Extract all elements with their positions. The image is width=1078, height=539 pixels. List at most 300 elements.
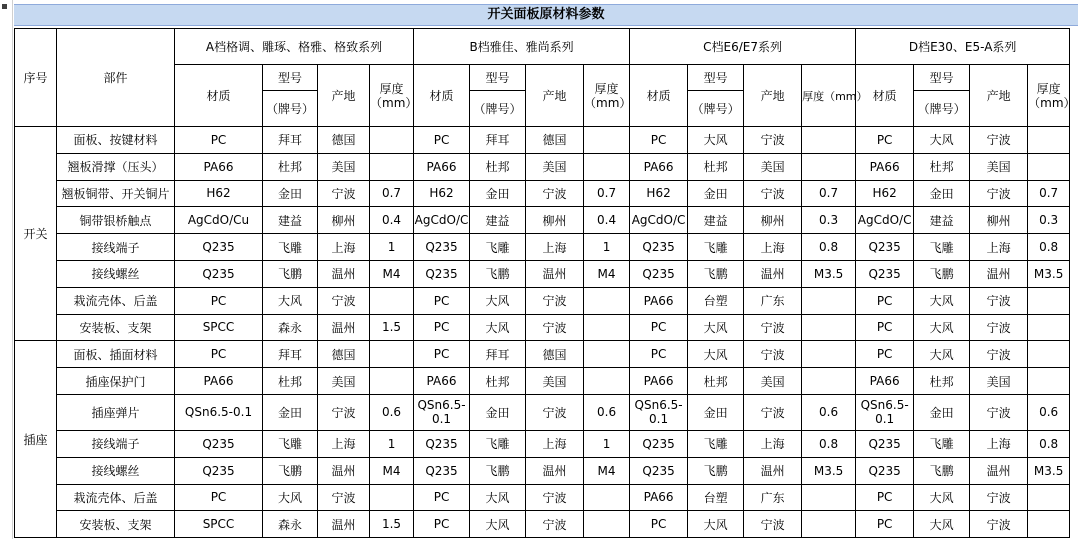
data-cell[interactable]: 德国 — [526, 127, 584, 154]
data-cell[interactable]: Q235 — [630, 260, 688, 287]
data-cell[interactable]: 森永 — [263, 314, 318, 341]
data-cell[interactable]: Q235 — [856, 234, 914, 261]
data-cell[interactable]: 飞鹏 — [914, 260, 970, 287]
data-cell[interactable]: 上海 — [318, 234, 370, 261]
data-cell[interactable]: PC — [856, 484, 914, 511]
data-cell[interactable]: 飞鹏 — [470, 260, 526, 287]
origin-header[interactable]: 产地 — [744, 65, 802, 127]
data-cell[interactable]: 0.3 — [1028, 207, 1070, 234]
part-cell[interactable]: 安装板、支架 — [57, 511, 175, 538]
data-cell[interactable]: 飞鹏 — [914, 457, 970, 484]
data-cell[interactable]: Q235 — [175, 430, 263, 457]
data-cell[interactable] — [802, 314, 856, 341]
data-cell[interactable]: 大风 — [470, 511, 526, 538]
data-cell[interactable]: 美国 — [318, 153, 370, 180]
data-cell[interactable]: 1 — [370, 234, 414, 261]
data-cell[interactable]: 温州 — [318, 457, 370, 484]
data-cell[interactable]: 飞鹏 — [263, 457, 318, 484]
thickness-header[interactable]: 厚度（mm） — [1028, 65, 1070, 127]
part-cell[interactable]: 翘板铜带、开关铜片 — [57, 180, 175, 207]
origin-header[interactable]: 产地 — [526, 65, 584, 127]
data-cell[interactable]: 台塑 — [688, 484, 744, 511]
data-cell[interactable]: 美国 — [744, 153, 802, 180]
data-cell[interactable]: 1 — [584, 430, 630, 457]
data-cell[interactable]: 拜耳 — [470, 127, 526, 154]
data-cell[interactable]: 0.6 — [370, 394, 414, 430]
data-cell[interactable]: 飞鹏 — [263, 260, 318, 287]
table-row — [15, 511, 1070, 538]
origin-header[interactable]: 产地 — [970, 65, 1028, 127]
data-cell[interactable]: Q235 — [414, 234, 470, 261]
group-c-header[interactable]: C档E6/E7系列 — [630, 29, 856, 65]
data-cell[interactable]: QSn6.5-0.1 — [175, 394, 263, 430]
data-cell[interactable]: 1.5 — [370, 314, 414, 341]
data-cell[interactable]: 0.3 — [802, 207, 856, 234]
data-cell[interactable]: PC — [175, 341, 263, 368]
part-cell[interactable]: 栽流壳体、后盖 — [57, 287, 175, 314]
data-cell[interactable]: Q235 — [630, 430, 688, 457]
origin-header[interactable]: 产地 — [318, 65, 370, 127]
part-cell[interactable]: 安装板、支架 — [57, 314, 175, 341]
data-cell[interactable]: 0.8 — [802, 430, 856, 457]
material-header[interactable]: 材质 — [856, 65, 914, 127]
data-cell[interactable]: PA66 — [856, 153, 914, 180]
data-cell[interactable]: 上海 — [526, 234, 584, 261]
data-cell[interactable] — [1028, 484, 1070, 511]
data-cell[interactable]: 0.6 — [802, 394, 856, 430]
data-cell[interactable]: 宁波 — [744, 314, 802, 341]
data-cell[interactable]: 金田 — [470, 394, 526, 430]
data-cell[interactable] — [370, 341, 414, 368]
part-cell[interactable]: 接线螺丝 — [57, 260, 175, 287]
data-cell[interactable]: QSn6.5-0.1 — [414, 394, 470, 430]
data-cell[interactable]: 建益 — [688, 207, 744, 234]
data-cell[interactable]: 大风 — [470, 287, 526, 314]
data-cell[interactable]: 宁波 — [526, 394, 584, 430]
data-cell[interactable]: 大风 — [263, 287, 318, 314]
data-cell[interactable]: Q235 — [630, 234, 688, 261]
data-cell[interactable]: PC — [630, 341, 688, 368]
data-cell[interactable]: PC — [414, 287, 470, 314]
data-cell[interactable]: 建益 — [263, 207, 318, 234]
data-cell[interactable]: M4 — [370, 260, 414, 287]
data-cell[interactable] — [802, 127, 856, 154]
data-cell[interactable]: 0.6 — [584, 394, 630, 430]
data-cell[interactable] — [1028, 153, 1070, 180]
data-cell[interactable] — [802, 484, 856, 511]
data-cell[interactable]: 飞雕 — [470, 430, 526, 457]
data-cell[interactable]: 温州 — [318, 511, 370, 538]
data-cell[interactable]: 金田 — [688, 394, 744, 430]
data-cell[interactable]: PC — [414, 127, 470, 154]
data-cell[interactable]: 建益 — [470, 207, 526, 234]
data-cell[interactable] — [370, 127, 414, 154]
data-cell[interactable]: PC — [630, 314, 688, 341]
data-cell[interactable]: 广东 — [744, 287, 802, 314]
data-cell[interactable]: 大风 — [914, 287, 970, 314]
data-cell[interactable]: PC — [856, 511, 914, 538]
part-cell[interactable]: 栽流壳体、后盖 — [57, 484, 175, 511]
data-cell[interactable]: 柳州 — [970, 207, 1028, 234]
data-cell[interactable]: H62 — [175, 180, 263, 207]
seq-header[interactable]: 序号 — [15, 29, 57, 127]
data-cell[interactable]: PC — [414, 484, 470, 511]
data-cell[interactable]: 大风 — [914, 341, 970, 368]
sheet-title[interactable]: 开关面板原材料参数 — [14, 4, 1078, 26]
part-cell[interactable]: 铜带银桥触点 — [57, 207, 175, 234]
data-cell[interactable]: 大风 — [914, 484, 970, 511]
data-cell[interactable]: 温州 — [970, 260, 1028, 287]
data-cell[interactable]: H62 — [414, 180, 470, 207]
thickness-header[interactable]: 厚度（mm） — [584, 65, 630, 127]
data-cell[interactable]: AgCdO/C — [630, 207, 688, 234]
data-cell[interactable]: 1 — [370, 430, 414, 457]
data-cell[interactable]: PC — [856, 127, 914, 154]
data-cell[interactable]: 宁波 — [970, 511, 1028, 538]
table-row — [15, 484, 1070, 511]
data-cell[interactable]: Q235 — [856, 260, 914, 287]
data-cell[interactable]: 飞鹏 — [470, 457, 526, 484]
data-cell[interactable]: 美国 — [970, 153, 1028, 180]
data-cell[interactable]: 宁波 — [970, 314, 1028, 341]
table-row — [15, 180, 1070, 207]
data-cell[interactable]: 大风 — [688, 511, 744, 538]
data-cell[interactable]: 1 — [584, 234, 630, 261]
table-row — [15, 287, 1070, 314]
data-cell[interactable]: 金田 — [263, 394, 318, 430]
data-cell[interactable] — [584, 484, 630, 511]
group-b-header[interactable]: B档雅佳、雅尚系列 — [414, 29, 630, 65]
data-cell[interactable] — [1028, 368, 1070, 395]
data-cell[interactable]: 飞鹏 — [688, 260, 744, 287]
data-cell[interactable]: 杜邦 — [688, 368, 744, 395]
model-header-top[interactable]: 型号 — [470, 65, 526, 91]
data-cell[interactable]: 美国 — [970, 368, 1028, 395]
data-cell[interactable]: 宁波 — [318, 394, 370, 430]
data-cell[interactable]: 宁波 — [526, 484, 584, 511]
data-cell[interactable] — [1028, 127, 1070, 154]
data-cell[interactable]: 0.8 — [1028, 234, 1070, 261]
data-cell[interactable]: 建益 — [914, 207, 970, 234]
data-cell[interactable]: PC — [630, 511, 688, 538]
data-cell[interactable]: Q235 — [414, 457, 470, 484]
data-cell[interactable]: 0.6 — [1028, 394, 1070, 430]
data-cell[interactable]: 宁波 — [318, 484, 370, 511]
data-cell[interactable]: Q235 — [175, 457, 263, 484]
data-cell[interactable]: 宁波 — [744, 511, 802, 538]
material-header[interactable]: 材质 — [175, 65, 263, 127]
model-header-top[interactable]: 型号 — [688, 65, 744, 91]
data-cell[interactable] — [584, 287, 630, 314]
data-cell[interactable]: PA66 — [630, 153, 688, 180]
part-cell[interactable]: 面板、插面材料 — [57, 341, 175, 368]
data-cell[interactable] — [370, 484, 414, 511]
data-cell[interactable]: 德国 — [526, 341, 584, 368]
part-cell[interactable]: 接线螺丝 — [57, 457, 175, 484]
data-cell[interactable]: 大风 — [914, 127, 970, 154]
data-cell[interactable]: 宁波 — [970, 341, 1028, 368]
data-cell[interactable] — [370, 368, 414, 395]
data-cell[interactable]: 上海 — [526, 430, 584, 457]
data-cell[interactable]: 1.5 — [370, 511, 414, 538]
data-cell[interactable]: 柳州 — [318, 207, 370, 234]
data-cell[interactable]: 宁波 — [970, 287, 1028, 314]
material-header[interactable]: 材质 — [414, 65, 470, 127]
data-cell[interactable] — [584, 314, 630, 341]
data-cell[interactable]: 大风 — [688, 341, 744, 368]
data-cell[interactable]: 大风 — [914, 511, 970, 538]
data-cell[interactable]: 美国 — [526, 368, 584, 395]
data-cell[interactable] — [802, 341, 856, 368]
data-cell[interactable]: 杜邦 — [470, 368, 526, 395]
data-cell[interactable]: M4 — [584, 260, 630, 287]
data-cell[interactable]: H62 — [630, 180, 688, 207]
data-cell[interactable] — [1028, 511, 1070, 538]
part-cell[interactable]: 接线端子 — [57, 234, 175, 261]
data-cell[interactable]: 温州 — [526, 260, 584, 287]
data-cell[interactable] — [370, 153, 414, 180]
data-cell[interactable]: 宁波 — [526, 287, 584, 314]
data-cell[interactable]: PC — [630, 127, 688, 154]
data-cell[interactable]: M3.5 — [802, 457, 856, 484]
data-cell[interactable]: SPCC — [175, 314, 263, 341]
model-header-top[interactable]: 型号 — [914, 65, 970, 91]
data-cell[interactable]: PC — [175, 287, 263, 314]
data-cell[interactable]: 台塑 — [688, 287, 744, 314]
data-cell[interactable]: 飞雕 — [688, 430, 744, 457]
data-cell[interactable]: Q235 — [414, 260, 470, 287]
data-cell[interactable]: M3.5 — [802, 260, 856, 287]
data-cell[interactable]: QSn6.5-0.1 — [856, 394, 914, 430]
table-row — [15, 341, 1070, 368]
data-cell[interactable]: PA66 — [414, 368, 470, 395]
data-cell[interactable]: 杜邦 — [263, 368, 318, 395]
data-cell[interactable]: 宁波 — [970, 127, 1028, 154]
data-cell[interactable]: PC — [414, 314, 470, 341]
data-cell[interactable]: PC — [175, 484, 263, 511]
data-cell[interactable]: 飞雕 — [688, 234, 744, 261]
data-cell[interactable]: 飞雕 — [263, 430, 318, 457]
data-cell[interactable]: 0.4 — [370, 207, 414, 234]
part-header[interactable]: 部件 — [57, 29, 175, 127]
data-cell[interactable]: M4 — [584, 457, 630, 484]
data-cell[interactable]: 温州 — [318, 260, 370, 287]
table-row — [15, 314, 1070, 341]
thickness-header[interactable]: 厚度（mm） — [802, 65, 856, 127]
data-cell[interactable]: 金田 — [470, 180, 526, 207]
data-cell[interactable]: 拜耳 — [263, 341, 318, 368]
group-d-header[interactable]: D档E30、E5-A系列 — [856, 29, 1070, 65]
data-cell[interactable]: 大风 — [470, 484, 526, 511]
part-cell[interactable]: 翘板滑撑（压头） — [57, 153, 175, 180]
data-cell[interactable]: 宁波 — [744, 127, 802, 154]
data-cell[interactable]: 金田 — [688, 180, 744, 207]
thickness-header[interactable]: 厚度（mm） — [370, 65, 414, 127]
data-cell[interactable]: M4 — [370, 457, 414, 484]
data-cell[interactable]: 大风 — [263, 484, 318, 511]
data-cell[interactable]: 柳州 — [744, 207, 802, 234]
data-cell[interactable]: AgCdO/Cu — [175, 207, 263, 234]
data-cell[interactable]: 宁波 — [970, 180, 1028, 207]
data-cell[interactable]: PC — [856, 287, 914, 314]
data-cell[interactable]: SPCC — [175, 511, 263, 538]
part-cell[interactable]: 接线端子 — [57, 430, 175, 457]
data-cell[interactable]: 宁波 — [744, 341, 802, 368]
data-cell[interactable]: 宁波 — [526, 511, 584, 538]
data-cell[interactable]: 宁波 — [744, 394, 802, 430]
data-cell[interactable]: AgCdO/C — [856, 207, 914, 234]
data-cell[interactable]: PC — [856, 341, 914, 368]
data-cell[interactable]: H62 — [856, 180, 914, 207]
section-label[interactable]: 开关 — [15, 127, 57, 341]
data-cell[interactable]: 温州 — [744, 457, 802, 484]
data-cell[interactable] — [1028, 341, 1070, 368]
data-cell[interactable]: 上海 — [970, 234, 1028, 261]
table-row — [15, 207, 1070, 234]
data-cell[interactable]: 大风 — [914, 314, 970, 341]
data-cell[interactable]: 0.7 — [370, 180, 414, 207]
model-header-bottom[interactable]: （牌号） — [263, 91, 318, 127]
data-cell[interactable]: 德国 — [318, 341, 370, 368]
data-cell[interactable]: 美国 — [318, 368, 370, 395]
data-cell[interactable]: 金田 — [914, 394, 970, 430]
data-cell[interactable]: 大风 — [688, 127, 744, 154]
row-header-strip — [0, 0, 13, 539]
model-header-bottom[interactable]: （牌号） — [688, 91, 744, 127]
data-cell[interactable]: Q235 — [856, 430, 914, 457]
model-header-bottom[interactable]: （牌号） — [470, 91, 526, 127]
data-cell[interactable] — [802, 287, 856, 314]
section-label[interactable]: 插座 — [15, 341, 57, 538]
data-cell[interactable]: 飞雕 — [470, 234, 526, 261]
data-cell[interactable]: PA66 — [414, 153, 470, 180]
data-cell[interactable]: 美国 — [744, 368, 802, 395]
data-cell[interactable]: 宁波 — [318, 180, 370, 207]
data-cell[interactable]: 杜邦 — [914, 153, 970, 180]
data-cell[interactable] — [802, 153, 856, 180]
data-cell[interactable] — [1028, 287, 1070, 314]
data-cell[interactable]: 杜邦 — [470, 153, 526, 180]
material-header[interactable]: 材质 — [630, 65, 688, 127]
data-cell[interactable]: 飞鹏 — [688, 457, 744, 484]
group-a-header[interactable]: A档格调、雕琢、格雅、格致系列 — [175, 29, 414, 65]
data-cell[interactable] — [584, 341, 630, 368]
data-cell[interactable]: 德国 — [318, 127, 370, 154]
data-cell[interactable]: 拜耳 — [470, 341, 526, 368]
data-cell[interactable]: 大风 — [688, 314, 744, 341]
data-cell[interactable]: 温州 — [970, 457, 1028, 484]
data-cell[interactable]: 杜邦 — [263, 153, 318, 180]
table-row — [15, 457, 1070, 484]
data-cell[interactable]: Q235 — [414, 430, 470, 457]
data-cell[interactable]: 宁波 — [970, 394, 1028, 430]
data-cell[interactable]: 0.8 — [1028, 430, 1070, 457]
data-cell[interactable]: PA66 — [630, 484, 688, 511]
data-cell[interactable] — [370, 287, 414, 314]
data-cell[interactable]: 拜耳 — [263, 127, 318, 154]
data-cell[interactable]: 0.7 — [584, 180, 630, 207]
data-cell[interactable] — [584, 127, 630, 154]
data-cell[interactable]: 温州 — [744, 260, 802, 287]
data-cell[interactable] — [584, 368, 630, 395]
data-cell[interactable]: 上海 — [744, 430, 802, 457]
data-cell[interactable]: 上海 — [318, 430, 370, 457]
table-row — [15, 368, 1070, 395]
data-cell[interactable]: 金田 — [914, 180, 970, 207]
data-cell[interactable]: PA66 — [630, 368, 688, 395]
table-row — [15, 260, 1070, 287]
data-cell[interactable]: Q235 — [175, 234, 263, 261]
data-cell[interactable]: PC — [175, 127, 263, 154]
data-cell[interactable]: 温州 — [526, 457, 584, 484]
data-cell[interactable]: PC — [414, 511, 470, 538]
data-cell[interactable] — [802, 511, 856, 538]
data-cell[interactable]: 美国 — [526, 153, 584, 180]
data-cell[interactable]: 金田 — [263, 180, 318, 207]
data-cell[interactable]: 宁波 — [970, 484, 1028, 511]
data-cell[interactable] — [584, 511, 630, 538]
table-row — [15, 430, 1070, 457]
data-cell[interactable]: 宁波 — [526, 314, 584, 341]
data-cell[interactable]: 宁波 — [744, 180, 802, 207]
table-row — [15, 153, 1070, 180]
data-cell[interactable]: M3.5 — [1028, 260, 1070, 287]
data-cell[interactable]: PC — [414, 341, 470, 368]
materials-table — [14, 28, 1076, 538]
data-cell[interactable]: 温州 — [318, 314, 370, 341]
data-cell[interactable]: 广东 — [744, 484, 802, 511]
data-cell[interactable] — [1028, 314, 1070, 341]
data-cell[interactable]: Q235 — [630, 457, 688, 484]
data-cell[interactable]: 宁波 — [526, 180, 584, 207]
data-cell[interactable]: PA66 — [630, 287, 688, 314]
data-cell[interactable]: PA66 — [856, 368, 914, 395]
data-cell[interactable]: PC — [856, 314, 914, 341]
data-cell[interactable]: 杜邦 — [688, 153, 744, 180]
data-cell[interactable]: 0.7 — [802, 180, 856, 207]
data-cell[interactable]: PA66 — [175, 153, 263, 180]
data-cell[interactable]: 0.7 — [1028, 180, 1070, 207]
data-cell[interactable]: PA66 — [175, 368, 263, 395]
data-cell[interactable] — [584, 153, 630, 180]
select-all-corner[interactable] — [2, 4, 7, 9]
data-cell[interactable]: 森永 — [263, 511, 318, 538]
data-cell[interactable]: 上海 — [744, 234, 802, 261]
data-cell[interactable]: M3.5 — [1028, 457, 1070, 484]
data-cell[interactable]: 柳州 — [526, 207, 584, 234]
model-header-top[interactable]: 型号 — [263, 65, 318, 91]
part-cell[interactable]: 插座弹片 — [57, 394, 175, 430]
data-cell[interactable]: 0.4 — [584, 207, 630, 234]
data-cell[interactable] — [802, 368, 856, 395]
data-cell[interactable]: QSn6.5-0.1 — [630, 394, 688, 430]
data-cell[interactable]: 宁波 — [318, 287, 370, 314]
part-cell[interactable]: 面板、按键材料 — [57, 127, 175, 154]
data-cell[interactable]: Q235 — [175, 260, 263, 287]
data-cell[interactable]: 0.8 — [802, 234, 856, 261]
data-cell[interactable]: Q235 — [856, 457, 914, 484]
model-header-bottom[interactable]: （牌号） — [914, 91, 970, 127]
data-cell[interactable]: 杜邦 — [914, 368, 970, 395]
data-cell[interactable]: 飞雕 — [914, 234, 970, 261]
data-cell[interactable]: 大风 — [470, 314, 526, 341]
data-cell[interactable]: AgCdO/C — [414, 207, 470, 234]
data-cell[interactable]: 飞雕 — [263, 234, 318, 261]
part-cell[interactable]: 插座保护门 — [57, 368, 175, 395]
data-cell[interactable]: 上海 — [970, 430, 1028, 457]
data-cell[interactable]: 飞雕 — [914, 430, 970, 457]
table-row — [15, 127, 1070, 154]
